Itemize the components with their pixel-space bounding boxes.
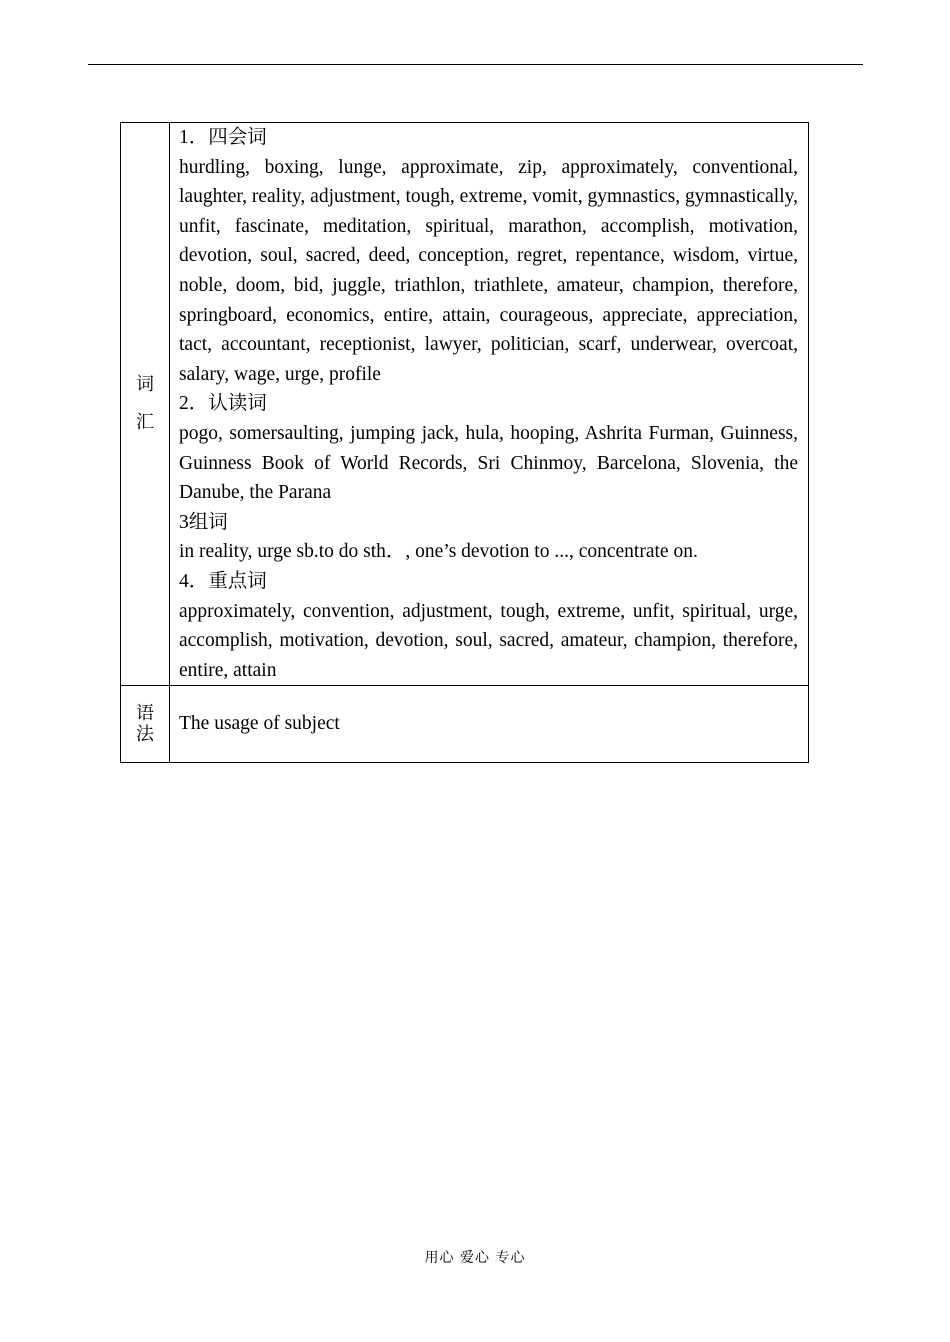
section-2-heading: 2．认读词 bbox=[179, 393, 267, 415]
section-1-words: hurdling, boxing, lunge, approximate, zip, approximately, conventional, laughter, reality, adjustment, tough, extreme, vomit, gymnastics, gymnastically, unfit, fascinate, meditation, spiritual, marathon, accomplish, motivation, devotion, soul, sacred, deed, conception, regret, repentance, wisdom, virtue, noble, doom, bid, juggle, triathlon, triathlete, amateur, champion, therefore, springboard, economics, entire, attain, courageous, appreciate, appreciation, tact, accountant, receptionist, lawyer, politician, scarf, underwear, overcoat, salary, wage, urge, profile bbox=[179, 156, 798, 385]
section-1-heading: 1．四会词 bbox=[179, 127, 267, 148]
header-rule bbox=[88, 64, 863, 65]
section-4-words: approximately, convention, adjustment, tough, extreme, unfit, spiritual, urge, accomplish, motivation, devotion, soul, sacred, amateur, champion, therefore, entire, attain bbox=[179, 600, 798, 681]
vocab-row bbox=[121, 123, 809, 686]
grammar-label-cell bbox=[121, 686, 170, 763]
section-3-heading: 3组词 bbox=[179, 511, 228, 533]
section-4-heading: 4．重点词 bbox=[179, 570, 267, 592]
lesson-table bbox=[120, 122, 809, 763]
page-footer: 用心 爱心 专心 bbox=[424, 1250, 526, 1266]
section-2-words: pogo, somersaulting, jumping jack, hula, hooping, Ashrita Furman, Guinness, Guinness Book of World Records, Sri Chinmoy, Barcelona, Slovenia, the Danube, the Parana bbox=[179, 422, 798, 504]
vocab-content-cell bbox=[170, 123, 809, 686]
vocab-label-cell bbox=[121, 123, 170, 686]
grammar-row bbox=[121, 686, 809, 763]
grammar-text: The usage of subject bbox=[179, 713, 340, 735]
grammar-label: 语法 bbox=[136, 703, 154, 746]
section-3-words: in reality, urge sb.to do sth．, one’s devotion to ..., concentrate on. bbox=[179, 541, 698, 563]
grammar-content-cell bbox=[170, 686, 809, 763]
vocab-label: 词汇 bbox=[136, 374, 154, 434]
